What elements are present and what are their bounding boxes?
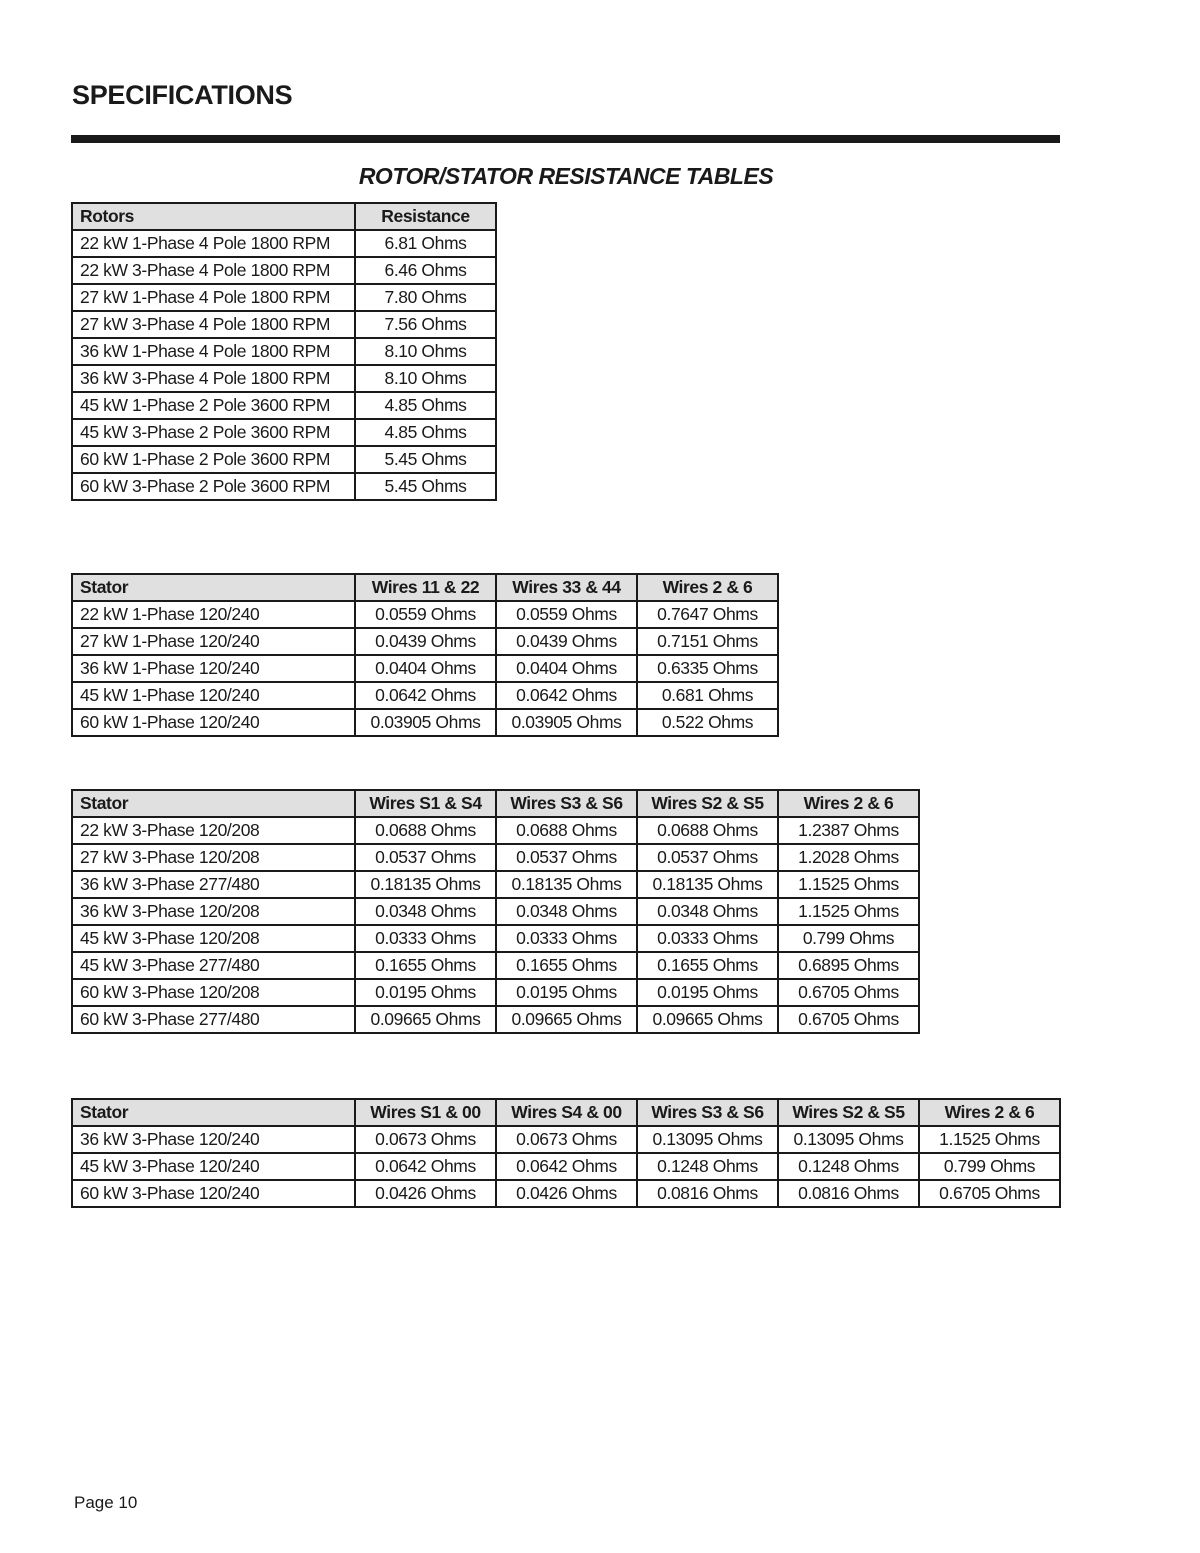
resistance-value-cell: 5.45 Ohms <box>355 473 496 500</box>
row-label-cell: 22 kW 1-Phase 4 Pole 1800 RPM <box>72 230 355 257</box>
resistance-value-cell: 0.522 Ohms <box>637 709 778 736</box>
column-header: Wires 11 & 22 <box>355 574 496 601</box>
resistance-value-cell: 0.0673 Ohms <box>496 1126 637 1153</box>
table-header-row <box>72 790 919 817</box>
table-row <box>72 1153 1060 1180</box>
row-label-cell: 36 kW 3-Phase 277/480 <box>72 871 355 898</box>
resistance-value-cell: 0.7647 Ohms <box>637 601 778 628</box>
resistance-value-cell: 0.0642 Ohms <box>496 1153 637 1180</box>
table-row <box>72 473 496 500</box>
resistance-value-cell: 0.799 Ohms <box>778 925 919 952</box>
resistance-value-cell: 0.0333 Ohms <box>355 925 496 952</box>
resistance-value-cell: 0.1655 Ohms <box>355 952 496 979</box>
resistance-value-cell: 0.18135 Ohms <box>496 871 637 898</box>
table-row <box>72 446 496 473</box>
resistance-value-cell: 6.46 Ohms <box>355 257 496 284</box>
resistance-value-cell: 0.0348 Ohms <box>496 898 637 925</box>
row-label-cell: 45 kW 1-Phase 120/240 <box>72 682 355 709</box>
table-row <box>72 979 919 1006</box>
resistance-value-cell: 0.0816 Ohms <box>637 1180 778 1207</box>
column-header: Wires 2 & 6 <box>919 1099 1060 1126</box>
table-header-row <box>72 574 778 601</box>
row-label-cell: 45 kW 1-Phase 2 Pole 3600 RPM <box>72 392 355 419</box>
resistance-value-cell: 0.0439 Ohms <box>496 628 637 655</box>
resistance-value-cell: 0.0195 Ohms <box>496 979 637 1006</box>
table-row <box>72 682 778 709</box>
row-label-cell: 36 kW 3-Phase 4 Pole 1800 RPM <box>72 365 355 392</box>
resistance-value-cell: 0.0816 Ohms <box>778 1180 919 1207</box>
table-header-row <box>72 1099 1060 1126</box>
column-header: Wires S2 & S5 <box>637 790 778 817</box>
resistance-value-cell: 0.0426 Ohms <box>355 1180 496 1207</box>
column-header: Stator <box>72 790 355 817</box>
row-label-cell: 60 kW 1-Phase 2 Pole 3600 RPM <box>72 446 355 473</box>
header-rule <box>71 135 1060 143</box>
resistance-value-cell: 7.56 Ohms <box>355 311 496 338</box>
column-header: Wires 33 & 44 <box>496 574 637 601</box>
resistance-value-cell: 0.1248 Ohms <box>637 1153 778 1180</box>
table-row <box>72 601 778 628</box>
row-label-cell: 22 kW 3-Phase 120/208 <box>72 817 355 844</box>
resistance-value-cell: 0.03905 Ohms <box>355 709 496 736</box>
table-row <box>72 338 496 365</box>
table-row <box>72 628 778 655</box>
table-row <box>72 898 919 925</box>
row-label-cell: 27 kW 1-Phase 120/240 <box>72 628 355 655</box>
column-header: Rotors <box>72 203 355 230</box>
table-row <box>72 871 919 898</box>
resistance-value-cell: 0.0348 Ohms <box>637 898 778 925</box>
column-header: Wires S1 & 00 <box>355 1099 496 1126</box>
resistance-value-cell: 0.0195 Ohms <box>637 979 778 1006</box>
table-row <box>72 817 919 844</box>
table-row <box>72 952 919 979</box>
section-title: ROTOR/STATOR RESISTANCE TABLES <box>358 163 774 189</box>
column-header: Wires S2 & S5 <box>778 1099 919 1126</box>
row-label-cell: 60 kW 3-Phase 120/208 <box>72 979 355 1006</box>
resistance-value-cell: 0.0333 Ohms <box>496 925 637 952</box>
resistance-value-cell: 0.0333 Ohms <box>637 925 778 952</box>
row-label-cell: 45 kW 3-Phase 2 Pole 3600 RPM <box>72 419 355 446</box>
resistance-value-cell: 7.80 Ohms <box>355 284 496 311</box>
table-row <box>72 1180 1060 1207</box>
resistance-value-cell: 0.09665 Ohms <box>637 1006 778 1033</box>
table-row <box>72 365 496 392</box>
resistance-value-cell: 0.681 Ohms <box>637 682 778 709</box>
resistance-value-cell: 0.1655 Ohms <box>496 952 637 979</box>
table-row <box>72 655 778 682</box>
column-header: Wires S1 & S4 <box>355 790 496 817</box>
stator-3phase-resistance-table <box>71 789 920 1034</box>
row-label-cell: 45 kW 3-Phase 120/240 <box>72 1153 355 1180</box>
resistance-value-cell: 1.2028 Ohms <box>778 844 919 871</box>
resistance-value-cell: 0.0688 Ohms <box>355 817 496 844</box>
row-label-cell: 36 kW 3-Phase 120/208 <box>72 898 355 925</box>
table-row <box>72 419 496 446</box>
row-label-cell: 60 kW 3-Phase 277/480 <box>72 1006 355 1033</box>
resistance-value-cell: 8.10 Ohms <box>355 338 496 365</box>
resistance-value-cell: 0.0559 Ohms <box>355 601 496 628</box>
resistance-value-cell: 0.799 Ohms <box>919 1153 1060 1180</box>
row-label-cell: 22 kW 3-Phase 4 Pole 1800 RPM <box>72 257 355 284</box>
resistance-value-cell: 0.0426 Ohms <box>496 1180 637 1207</box>
resistance-value-cell: 4.85 Ohms <box>355 419 496 446</box>
resistance-value-cell: 0.0348 Ohms <box>355 898 496 925</box>
row-label-cell: 27 kW 3-Phase 120/208 <box>72 844 355 871</box>
resistance-value-cell: 0.18135 Ohms <box>637 871 778 898</box>
resistance-value-cell: 1.2387 Ohms <box>778 817 919 844</box>
page-number: Page 10 <box>74 1493 138 1512</box>
table-row <box>72 709 778 736</box>
resistance-value-cell: 5.45 Ohms <box>355 446 496 473</box>
row-label-cell: 36 kW 1-Phase 120/240 <box>72 655 355 682</box>
column-header: Stator <box>72 1099 355 1126</box>
row-label-cell: 45 kW 3-Phase 120/208 <box>72 925 355 952</box>
column-header: Stator <box>72 574 355 601</box>
column-header: Wires 2 & 6 <box>778 790 919 817</box>
resistance-value-cell: 0.1655 Ohms <box>637 952 778 979</box>
table-row <box>72 311 496 338</box>
resistance-value-cell: 0.0559 Ohms <box>496 601 637 628</box>
row-label-cell: 27 kW 1-Phase 4 Pole 1800 RPM <box>72 284 355 311</box>
resistance-value-cell: 0.13095 Ohms <box>637 1126 778 1153</box>
resistance-value-cell: 0.0195 Ohms <box>355 979 496 1006</box>
resistance-value-cell: 1.1525 Ohms <box>919 1126 1060 1153</box>
resistance-value-cell: 6.81 Ohms <box>355 230 496 257</box>
resistance-value-cell: 0.0537 Ohms <box>496 844 637 871</box>
row-label-cell: 60 kW 1-Phase 120/240 <box>72 709 355 736</box>
row-label-cell: 36 kW 3-Phase 120/240 <box>72 1126 355 1153</box>
resistance-value-cell: 0.6895 Ohms <box>778 952 919 979</box>
resistance-value-cell: 0.6705 Ohms <box>778 1006 919 1033</box>
resistance-value-cell: 0.0642 Ohms <box>355 1153 496 1180</box>
table-row <box>72 284 496 311</box>
stator-3phase-240-resistance-table <box>71 1098 1061 1208</box>
rotor-resistance-table <box>71 202 497 501</box>
resistance-value-cell: 1.1525 Ohms <box>778 871 919 898</box>
row-label-cell: 22 kW 1-Phase 120/240 <box>72 601 355 628</box>
resistance-value-cell: 0.09665 Ohms <box>355 1006 496 1033</box>
row-label-cell: 36 kW 1-Phase 4 Pole 1800 RPM <box>72 338 355 365</box>
resistance-value-cell: 8.10 Ohms <box>355 365 496 392</box>
row-label-cell: 60 kW 3-Phase 120/240 <box>72 1180 355 1207</box>
stator-1phase-resistance-table <box>71 573 779 737</box>
table-row <box>72 1126 1060 1153</box>
resistance-value-cell: 0.0404 Ohms <box>355 655 496 682</box>
table-row <box>72 1006 919 1033</box>
resistance-value-cell: 0.13095 Ohms <box>778 1126 919 1153</box>
resistance-value-cell: 0.0404 Ohms <box>496 655 637 682</box>
table-row <box>72 257 496 284</box>
resistance-value-cell: 0.6705 Ohms <box>919 1180 1060 1207</box>
column-header: Wires 2 & 6 <box>637 574 778 601</box>
column-header: Wires S3 & S6 <box>496 790 637 817</box>
resistance-value-cell: 0.0673 Ohms <box>355 1126 496 1153</box>
resistance-value-cell: 0.6335 Ohms <box>637 655 778 682</box>
resistance-value-cell: 0.0439 Ohms <box>355 628 496 655</box>
column-header: Resistance <box>355 203 496 230</box>
row-label-cell: 60 kW 3-Phase 2 Pole 3600 RPM <box>72 473 355 500</box>
resistance-value-cell: 0.0537 Ohms <box>637 844 778 871</box>
resistance-value-cell: 0.0688 Ohms <box>637 817 778 844</box>
column-header: Wires S3 & S6 <box>637 1099 778 1126</box>
table-row <box>72 392 496 419</box>
resistance-value-cell: 0.18135 Ohms <box>355 871 496 898</box>
resistance-value-cell: 0.0537 Ohms <box>355 844 496 871</box>
resistance-value-cell: 0.09665 Ohms <box>496 1006 637 1033</box>
table-row <box>72 925 919 952</box>
page-title: SPECIFICATIONS <box>72 80 293 110</box>
row-label-cell: 45 kW 3-Phase 277/480 <box>72 952 355 979</box>
table-header-row <box>72 203 496 230</box>
resistance-value-cell: 4.85 Ohms <box>355 392 496 419</box>
resistance-value-cell: 1.1525 Ohms <box>778 898 919 925</box>
column-header: Wires S4 & 00 <box>496 1099 637 1126</box>
resistance-value-cell: 0.0688 Ohms <box>496 817 637 844</box>
resistance-value-cell: 0.6705 Ohms <box>778 979 919 1006</box>
resistance-value-cell: 0.0642 Ohms <box>355 682 496 709</box>
table-row <box>72 844 919 871</box>
resistance-value-cell: 0.7151 Ohms <box>637 628 778 655</box>
resistance-value-cell: 0.0642 Ohms <box>496 682 637 709</box>
resistance-value-cell: 0.1248 Ohms <box>778 1153 919 1180</box>
row-label-cell: 27 kW 3-Phase 4 Pole 1800 RPM <box>72 311 355 338</box>
resistance-value-cell: 0.03905 Ohms <box>496 709 637 736</box>
table-row <box>72 230 496 257</box>
